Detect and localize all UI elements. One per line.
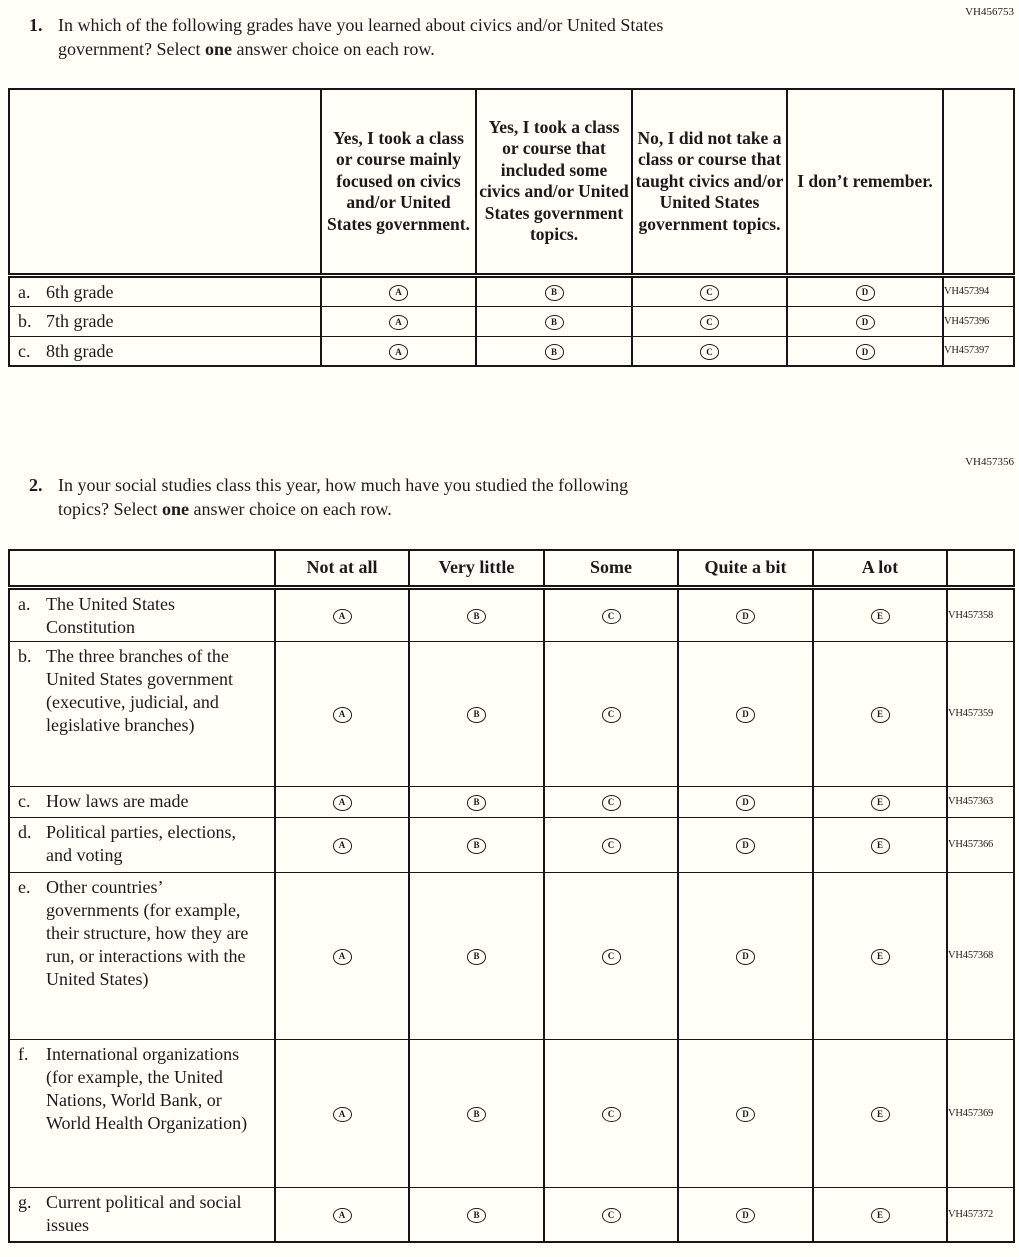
row-label: Political parties, elections, and voting — [46, 821, 236, 865]
table2-header-quite-a-bit: Quite a bit — [678, 550, 813, 587]
answer-bubble[interactable]: C — [602, 1208, 621, 1224]
answer-bubble[interactable]: C — [602, 949, 621, 965]
answer-bubble[interactable]: B — [467, 1107, 486, 1123]
option-cell — [275, 872, 409, 1039]
row-letter: c. — [18, 340, 31, 361]
question-2-bold-word: one — [161, 499, 189, 519]
option-cell — [476, 306, 632, 336]
answer-bubble[interactable]: D — [736, 949, 755, 965]
table2-row-three-branches — [9, 641, 1014, 786]
answer-bubble[interactable]: C — [602, 795, 621, 811]
option-cell — [275, 587, 409, 641]
row-label-cell — [9, 786, 275, 817]
option-cell — [409, 817, 544, 872]
option-cell — [787, 336, 943, 366]
answer-bubble[interactable]: A — [333, 795, 352, 811]
table1-header-row — [9, 89, 1014, 275]
option-cell — [409, 872, 544, 1039]
option-cell — [544, 1187, 678, 1242]
answer-bubble[interactable]: C — [700, 315, 719, 331]
option-cell — [813, 641, 947, 786]
answer-bubble[interactable]: D — [736, 795, 755, 811]
answer-bubble[interactable]: B — [467, 838, 486, 854]
answer-bubble[interactable]: D — [856, 315, 875, 331]
question-2-accession-code: VH457356 — [965, 456, 1014, 468]
row-label-cell — [9, 1039, 275, 1187]
option-cell — [632, 306, 787, 336]
row-label: International organizations (for example, the United Nations, World Bank, or World Health Organization) — [46, 1043, 248, 1133]
answer-bubble[interactable]: A — [333, 838, 352, 854]
answer-bubble[interactable]: A — [333, 609, 352, 625]
row-label-cell — [9, 306, 321, 336]
question-1-answer-grid — [8, 88, 1015, 367]
answer-bubble[interactable]: C — [700, 344, 719, 360]
answer-bubble[interactable]: B — [545, 315, 564, 331]
item-code: VH457394 — [943, 275, 1014, 306]
option-cell — [544, 872, 678, 1039]
option-cell — [813, 1039, 947, 1187]
answer-bubble[interactable]: A — [389, 315, 408, 331]
question-2-line1: In your social studies class this year, how much have you studied the following — [58, 475, 629, 495]
answer-bubble[interactable]: A — [333, 949, 352, 965]
answer-bubble[interactable]: B — [467, 609, 486, 625]
table2-row-current-issues — [9, 1187, 1014, 1242]
item-code: VH457363 — [947, 786, 1014, 817]
item-code: VH457396 — [943, 306, 1014, 336]
table2-row-political-parties — [9, 817, 1014, 872]
item-code: VH457366 — [947, 817, 1014, 872]
answer-bubble[interactable]: A — [333, 707, 352, 723]
question-1-line2-pre: government? Select — [58, 39, 205, 59]
answer-bubble[interactable]: E — [871, 609, 890, 625]
row-label: The three branches of the United States government (executive, judicial, and legislative branches) — [46, 645, 233, 735]
option-cell — [321, 336, 476, 366]
table1-code-header-cell — [943, 89, 1014, 275]
item-code: VH457397 — [943, 336, 1014, 366]
option-cell — [409, 786, 544, 817]
table2-row-constitution — [9, 587, 1014, 641]
answer-bubble[interactable]: B — [545, 285, 564, 301]
option-cell — [409, 1187, 544, 1242]
question-1-number: 1. — [29, 15, 43, 35]
row-letter: a. — [18, 281, 31, 302]
option-cell — [678, 872, 813, 1039]
row-letter: b. — [18, 310, 32, 331]
answer-bubble[interactable]: B — [467, 707, 486, 723]
question-1-text — [58, 13, 1019, 61]
option-cell — [409, 641, 544, 786]
row-label: The United States Constitution — [46, 593, 175, 637]
option-cell — [813, 817, 947, 872]
answer-bubble[interactable]: A — [389, 285, 408, 301]
table2-header-a-lot: A lot — [813, 550, 947, 587]
table2-header-not-at-all: Not at all — [275, 550, 409, 587]
row-label: 6th grade — [46, 281, 114, 302]
option-cell — [678, 817, 813, 872]
option-cell — [544, 1039, 678, 1187]
option-cell — [275, 817, 409, 872]
table1-header-yes-included: Yes, I took a class or course that included some civics and/or United States government topics. — [476, 89, 632, 275]
question-1-bold-word: one — [204, 39, 232, 59]
option-cell — [321, 275, 476, 306]
answer-bubble[interactable]: E — [871, 838, 890, 854]
option-cell — [409, 1039, 544, 1187]
item-code: VH457359 — [947, 641, 1014, 786]
answer-bubble[interactable]: E — [871, 1208, 890, 1224]
table1-row-8th-grade — [9, 336, 1014, 366]
option-cell — [544, 817, 678, 872]
row-letter: f. — [18, 1043, 29, 1064]
answer-bubble[interactable]: C — [602, 838, 621, 854]
row-label-cell — [9, 1187, 275, 1242]
option-cell — [678, 587, 813, 641]
answer-bubble[interactable]: D — [736, 838, 755, 854]
item-code: VH457368 — [947, 872, 1014, 1039]
row-label: 7th grade — [46, 310, 114, 331]
row-letter: d. — [18, 821, 32, 842]
option-cell — [275, 1187, 409, 1242]
option-cell — [321, 306, 476, 336]
answer-bubble[interactable]: B — [467, 949, 486, 965]
answer-bubble[interactable]: D — [736, 1208, 755, 1224]
table2-row-how-laws-are-made — [9, 786, 1014, 817]
option-cell — [409, 587, 544, 641]
answer-bubble[interactable]: B — [467, 1208, 486, 1224]
option-cell — [632, 275, 787, 306]
row-label: Other countries’ governments (for example, their structure, how they are run, or interactions with the United States) — [46, 876, 249, 989]
option-cell — [544, 587, 678, 641]
answer-bubble[interactable]: E — [871, 1107, 890, 1123]
row-label: Current political and social issues — [46, 1191, 242, 1235]
table1-header-dont-remember: I don’t remember. — [787, 89, 943, 275]
row-label-cell — [9, 587, 275, 641]
answer-bubble[interactable]: B — [545, 344, 564, 360]
row-letter: c. — [18, 790, 31, 811]
question-2-number: 2. — [29, 475, 43, 495]
row-letter: g. — [18, 1191, 32, 1212]
option-cell — [787, 275, 943, 306]
answer-bubble[interactable]: E — [871, 949, 890, 965]
answer-bubble[interactable]: A — [389, 344, 408, 360]
table1-header-no: No, I did not take a class or course that taught civics and/or United States government topics. — [632, 89, 787, 275]
table2-row-international-organizations — [9, 1039, 1014, 1187]
table2-code-header-cell — [947, 550, 1014, 587]
row-letter: b. — [18, 645, 32, 666]
answer-bubble[interactable]: D — [856, 285, 875, 301]
option-cell — [544, 786, 678, 817]
item-code: VH457372 — [947, 1187, 1014, 1242]
answer-bubble[interactable]: B — [467, 795, 486, 811]
question-2-answer-grid — [8, 549, 1015, 1243]
question-2 — [0, 473, 1019, 521]
table1-empty-header-cell — [9, 89, 321, 275]
option-cell — [275, 786, 409, 817]
option-cell — [275, 1039, 409, 1187]
option-cell — [813, 786, 947, 817]
question-2-text — [58, 473, 1019, 521]
row-label: 8th grade — [46, 340, 114, 361]
table2-row-other-countries — [9, 872, 1014, 1039]
row-label-cell — [9, 817, 275, 872]
row-letter: e. — [18, 876, 31, 897]
answer-bubble[interactable]: D — [736, 609, 755, 625]
option-cell — [275, 641, 409, 786]
table2-header-very-little: Very little — [409, 550, 544, 587]
answer-bubble[interactable]: C — [602, 707, 621, 723]
option-cell — [476, 336, 632, 366]
option-cell — [813, 1187, 947, 1242]
answer-bubble[interactable]: E — [871, 795, 890, 811]
row-letter: a. — [18, 593, 31, 614]
item-code: VH457369 — [947, 1039, 1014, 1187]
answer-bubble[interactable]: A — [333, 1107, 352, 1123]
question-1-accession-code: VH456753 — [965, 6, 1014, 18]
answer-bubble[interactable]: C — [700, 285, 719, 301]
option-cell — [678, 786, 813, 817]
answer-bubble[interactable]: C — [602, 609, 621, 625]
answer-bubble[interactable]: E — [871, 707, 890, 723]
question-2-line2-pre: topics? Select — [58, 499, 162, 519]
option-cell — [813, 872, 947, 1039]
option-cell — [678, 1187, 813, 1242]
row-label-cell — [9, 275, 321, 306]
answer-bubble[interactable]: C — [602, 1107, 621, 1123]
option-cell — [787, 306, 943, 336]
option-cell — [544, 641, 678, 786]
table1-row-7th-grade — [9, 306, 1014, 336]
item-code: VH457358 — [947, 587, 1014, 641]
option-cell — [632, 336, 787, 366]
option-cell — [476, 275, 632, 306]
option-cell — [678, 641, 813, 786]
table2-header-row — [9, 550, 1014, 587]
answer-bubble[interactable]: D — [856, 344, 875, 360]
question-1-line1: In which of the following grades have you learned about civics and/or United States — [58, 15, 664, 35]
option-cell — [678, 1039, 813, 1187]
question-1-line2-post: answer choice on each row. — [231, 39, 435, 59]
answer-bubble[interactable]: D — [736, 1107, 755, 1123]
row-label-cell — [9, 641, 275, 786]
answer-bubble[interactable]: D — [736, 707, 755, 723]
row-label-cell — [9, 336, 321, 366]
table2-header-some: Some — [544, 550, 678, 587]
row-label-cell — [9, 872, 275, 1039]
table1-row-6th-grade — [9, 275, 1014, 306]
question-2-line2-post: answer choice on each row. — [188, 499, 392, 519]
row-label: How laws are made — [46, 790, 189, 811]
table1-header-yes-mainly: Yes, I took a class or course mainly focused on civics and/or United States government. — [321, 89, 476, 275]
question-1 — [0, 0, 1019, 61]
answer-bubble[interactable]: A — [333, 1208, 352, 1224]
option-cell — [813, 587, 947, 641]
table2-empty-header-cell — [9, 550, 275, 587]
